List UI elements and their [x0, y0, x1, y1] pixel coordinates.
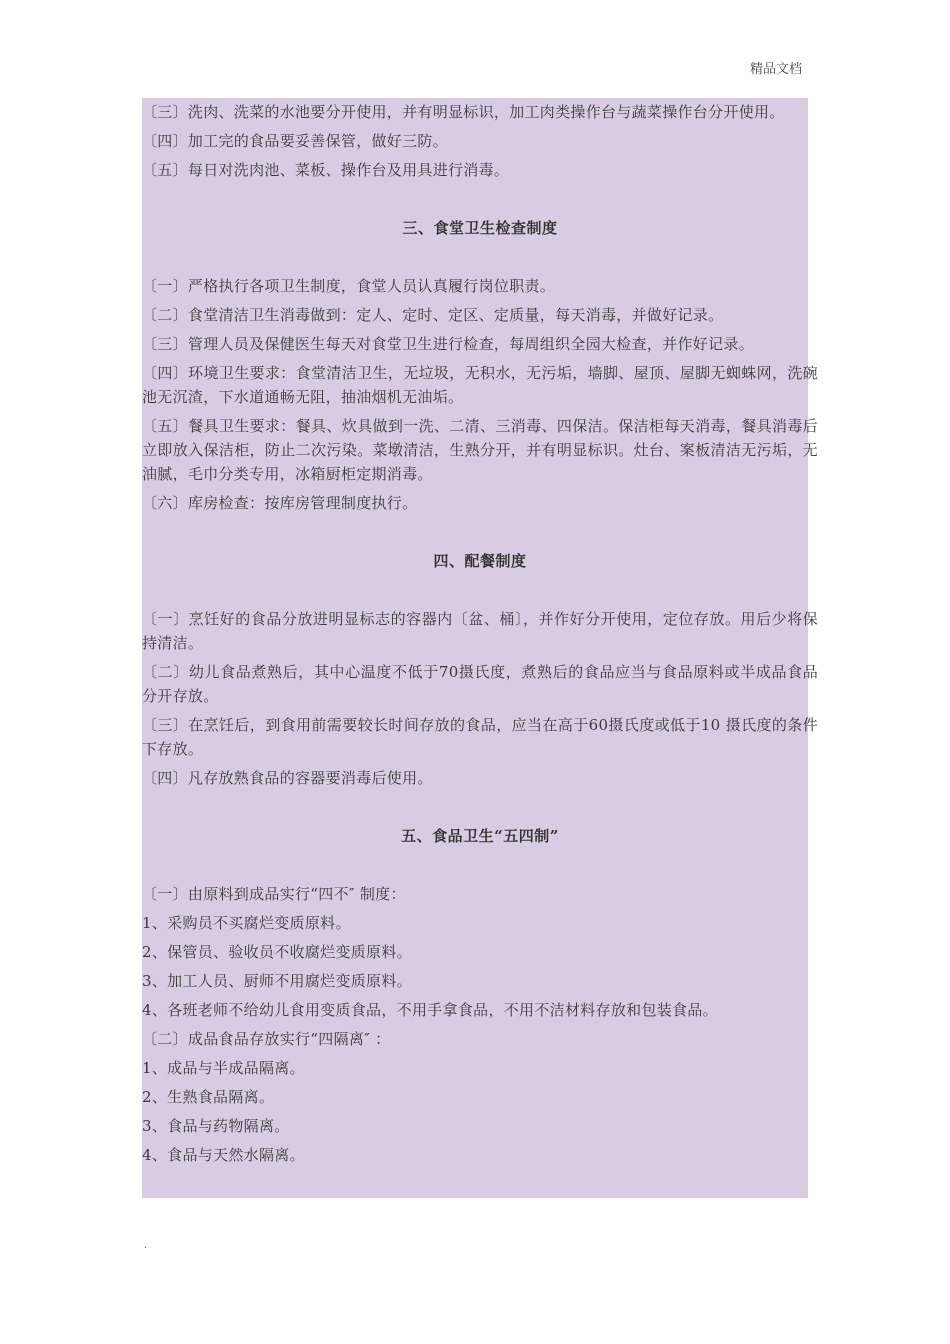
spacer — [142, 795, 818, 824]
list-item: 1、采购员不买腐烂变质原料。 — [142, 914, 351, 932]
document-body — [142, 100, 818, 1172]
list-item: 3、加工人员、厨师不用腐烂变质原料。 — [142, 972, 412, 990]
spacer — [142, 520, 818, 549]
paragraph: 〔五〕餐具卫生要求：餐具、炊具做到一洗、二清、三消毒、四保洁。保洁柜每天消毒，餐具消毒后立即放入保洁柜，防止二次污染。菜墩清洁，生熟分开，并有明显标识。灶台、案板清洁无污垢，无油腻，毛巾分类专用，冰箱厨柜定期消毒。 — [142, 417, 818, 483]
spacer — [142, 187, 818, 216]
spacer — [142, 848, 818, 882]
spacer — [142, 240, 818, 274]
paragraph: 〔三〕洗肉、洗菜的水池要分开使用，并有明显标识，加工肉类操作台与蔬菜操作台分开使用。 — [142, 103, 785, 121]
list-item: 1、成品与半成品隔离。 — [142, 1059, 305, 1077]
paragraph: 〔五〕每日对洗肉池、菜板、操作台及用具进行消毒。 — [142, 161, 510, 179]
paragraph: 〔二〕幼儿食品煮熟后，其中心温度不低于70摄氏度，煮熟后的食品应当与食品原料或半成品食品分开存放。 — [142, 663, 818, 705]
section-heading: 四、配餐制度 — [433, 552, 527, 570]
list-item: 3、食品与药物隔离。 — [142, 1117, 290, 1135]
page-footer-dot: . — [144, 1240, 148, 1251]
paragraph: 〔四〕加工完的食品要妥善保管，做好三防。 — [142, 132, 449, 150]
paragraph: 〔二〕食堂清洁卫生消毒做到：定人、定时、定区、定质量，每天消毒，并做好记录。 — [142, 306, 724, 324]
paragraph: 〔四〕环境卫生要求：食堂清洁卫生，无垃圾，无积水，无污垢，墙脚、屋顶、屋脚无蜘蛛网，洗碗池无沉渣，下水道通畅无阻，抽油烟机无油垢。 — [142, 364, 818, 406]
page-header-mark: 精品文档 — [750, 62, 803, 77]
paragraph: 〔二〕成品食品存放实行“四隔离″ ： — [142, 1030, 391, 1048]
section-heading: 三、食堂卫生检查制度 — [402, 219, 558, 237]
list-item: 2、生熟食品隔离。 — [142, 1088, 275, 1106]
spacer — [142, 573, 818, 607]
paragraph: 〔四〕凡存放熟食品的容器要消毒后使用。 — [142, 769, 433, 787]
list-item: 2、保管员、验收员不收腐烂变质原料。 — [142, 943, 412, 961]
paragraph: 〔一〕烹饪好的食品分放进明显标志的容器内〔盆、桶〕，并作好分开使用，定位存放。用后少将保持清洁。 — [142, 610, 818, 652]
paragraph: 〔六〕库房检查：按库房管理制度执行。 — [142, 494, 418, 512]
paragraph: 〔一〕由原料到成品实行“四不″ 制度： — [142, 885, 406, 903]
paragraph: 〔一〕严格执行各项卫生制度，食堂人员认真履行岗位职责。 — [142, 277, 556, 295]
paragraph: 〔三〕管理人员及保健医生每天对食堂卫生进行检查，每周组织全园大检查，并作好记录。 — [142, 335, 755, 353]
section-heading: 五、食品卫生“五四制” — [401, 827, 559, 845]
paragraph: 〔三〕在烹饪后，到食用前需要较长时间存放的食品，应当在高于60摄氏度或低于10 摄氏度的条件下存放。 — [142, 716, 818, 758]
list-item: 4、食品与天然水隔离。 — [142, 1146, 305, 1164]
list-item: 4、各班老师不给幼儿食用变质食品，不用手拿食品，不用不洁材料存放和包装食品。 — [142, 1001, 718, 1019]
